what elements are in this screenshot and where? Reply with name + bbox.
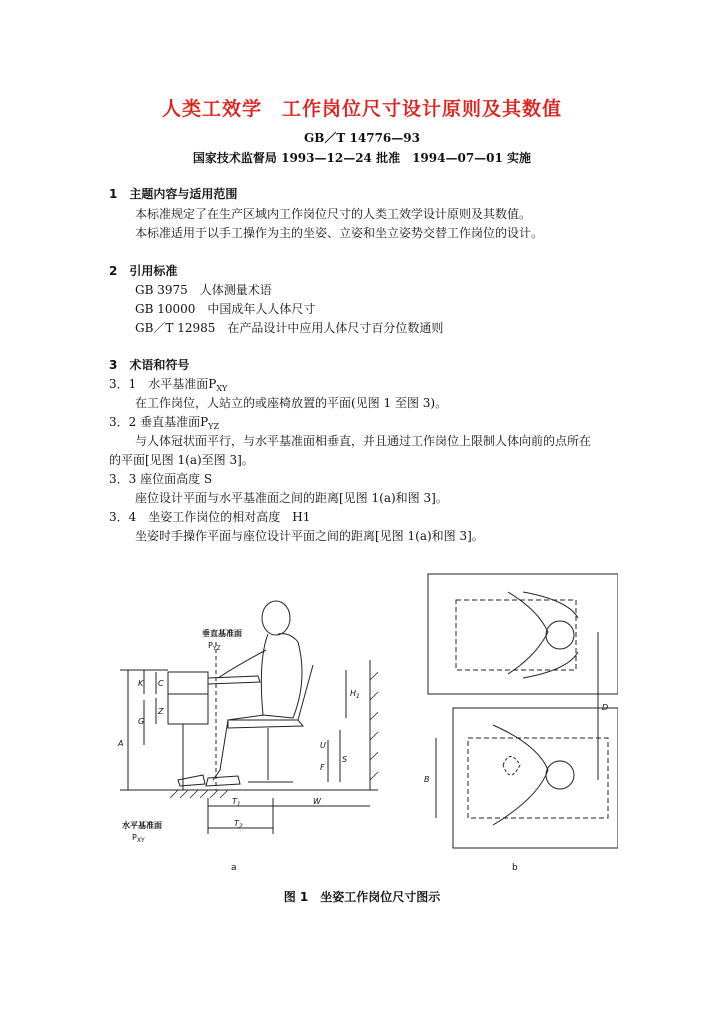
term-3-2-text-1: 与人体冠状面平行，与水平基准面相垂直，并且通过工作岗位上限制人体向前的点所在 xyxy=(135,434,592,448)
section-1-heading: 1 主题内容与适用范围 xyxy=(109,187,238,201)
dim-label-g: G xyxy=(138,717,145,726)
dim-label-d: D xyxy=(602,703,609,712)
standard-number: GB／T 14776—93 xyxy=(304,131,420,145)
reference-3: GB／T 12985 在产品设计中应用人体尺寸百分位数通则 xyxy=(135,321,444,335)
top-view-lower-table xyxy=(468,738,608,818)
label-horizontal-plane: 水平基准面 xyxy=(122,821,162,830)
dim-label-h1: $H_1$ xyxy=(350,689,360,700)
term-3-1-label: 3．1 水平基准面$P_{XY}$ xyxy=(109,377,228,393)
term-3-4-label: 3．4 坐姿工作岗位的相对高度 H1 xyxy=(109,510,311,524)
top-view-lower-frame xyxy=(453,708,618,848)
section-2-heading: 2 引用标准 xyxy=(109,264,178,278)
person-torso xyxy=(261,634,302,718)
person-leg xyxy=(213,715,264,780)
person-arm xyxy=(218,650,266,678)
figure-caption: 图 1 坐姿工作岗位尺寸图示 xyxy=(283,890,441,904)
section-1-paragraph-2: 本标准适用于以手工操作为主的坐姿、立姿和坐立姿势交替工作岗位的设计。 xyxy=(135,226,544,240)
panel-b-label: b xyxy=(512,863,518,873)
dim-label-k: K xyxy=(138,679,144,688)
term-3-2-text-2: 的平面[见图 1(a)至图 3]。 xyxy=(109,453,254,467)
dim-label-u: U xyxy=(320,741,326,750)
page-title: 人类工效学 工作岗位尺寸设计原则及其数值 xyxy=(161,98,562,120)
dim-label-b: B xyxy=(424,775,430,784)
table-top xyxy=(168,672,208,694)
section-1-paragraph-1: 本标准规定了在生产区域内工作岗位尺寸的人类工效学设计原则及其数值。 xyxy=(135,207,532,221)
person-head xyxy=(262,601,290,635)
top-view-upper-head xyxy=(546,621,574,649)
reference-1: GB 3975 人体测量术语 xyxy=(135,283,272,297)
reference-2: GB 10000 中国成年人人体尺寸 xyxy=(135,302,316,316)
panel-a-label: a xyxy=(231,863,237,873)
dim-label-t2: $T_2$ xyxy=(234,819,243,830)
top-view-upper-table xyxy=(456,600,576,670)
figure-1-diagram xyxy=(108,570,618,876)
wall-hatching xyxy=(370,672,378,780)
top-view-lower-arms xyxy=(493,725,548,825)
label-vertical-plane: 垂直基准面 xyxy=(202,629,242,638)
label-horizontal-plane-symbol: $P_{XY}$ xyxy=(132,833,145,844)
chair-seat xyxy=(228,720,303,728)
term-3-4-text: 坐姿时手操作平面与座位设计平面之间的距离[见图 1(a)和图 3]。 xyxy=(135,529,484,543)
section-3-heading: 3 术语和符号 xyxy=(109,358,190,372)
term-3-1-text: 在工作岗位，人站立的或座椅放置的平面(见图 1 至图 3)。 xyxy=(135,396,448,410)
floor-hatching xyxy=(170,790,228,798)
person-foot xyxy=(206,776,240,786)
dim-label-f: F xyxy=(320,763,325,772)
issuer-line: 国家技术监督局 1993—12—24 批准 1994—07—01 实施 xyxy=(192,151,532,165)
dim-label-t1: $T_1$ xyxy=(232,797,241,808)
top-view-lower-head xyxy=(546,761,574,789)
top-view-upper-arms xyxy=(508,592,548,674)
term-3-2-label: 3．2 垂直基准面$P_{YZ}$ xyxy=(109,415,220,431)
term-3-3-label: 3．3 座位面高度 S xyxy=(109,472,213,486)
dim-label-w: W xyxy=(313,797,321,806)
dim-label-z: Z xyxy=(158,707,164,716)
label-vertical-plane-symbol: $P_{YZ}$ xyxy=(208,641,221,652)
table-body xyxy=(168,694,208,724)
dim-label-c: C xyxy=(158,679,164,688)
term-3-3-text: 座位设计平面与水平基准面之间的距离[见图 1(a)和图 3]。 xyxy=(135,491,448,505)
dim-label-a: A xyxy=(118,739,124,748)
dim-label-s: S xyxy=(342,755,348,764)
